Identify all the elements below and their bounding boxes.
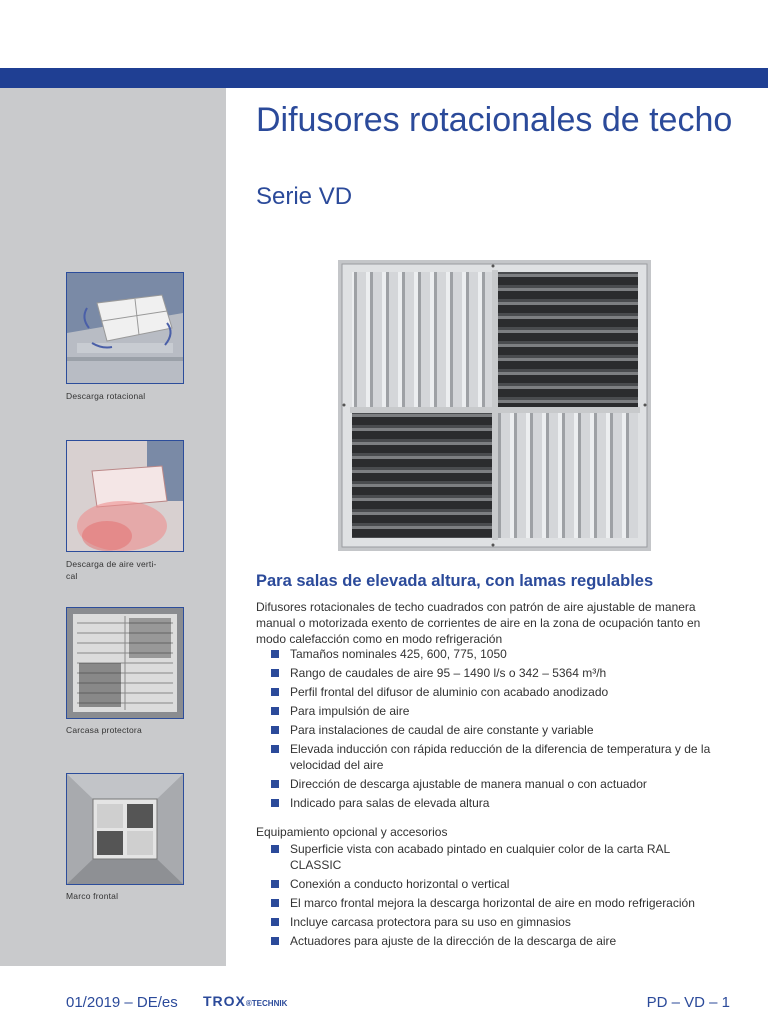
list-item: Indicado para salas de elevada altura bbox=[271, 795, 731, 811]
list-item: Para instalaciones de caudal de aire constante y variable bbox=[271, 722, 731, 738]
list-item: Tamaños nominales 425, 600, 775, 1050 bbox=[271, 646, 731, 662]
top-accent-bar bbox=[0, 68, 768, 88]
thumbnail-protective-casing bbox=[66, 607, 184, 719]
section-heading: Para salas de elevada altura, con lamas regulables bbox=[256, 572, 654, 590]
feature-list bbox=[271, 646, 731, 814]
optional-list bbox=[271, 841, 731, 952]
list-item: Incluye carcasa protectora para su uso en gimnasios bbox=[271, 914, 731, 930]
product-image bbox=[338, 260, 651, 551]
list-item: El marco frontal mejora la descarga horizontal de aire en modo refrigeración bbox=[271, 895, 731, 911]
intro-paragraph: Difusores rotacionales de techo cuadrados con patrón de aire ajustable de manera manual o motorizada exento de corrientes de aire en la zona de ocupación tanto en modo calefacción como en modo refrigeración bbox=[256, 600, 701, 646]
thumbnail-caption: Marco frontal bbox=[66, 891, 119, 901]
thumbnail-rotational-discharge bbox=[66, 272, 184, 384]
thumbnail-caption: Descarga rotacional bbox=[66, 391, 146, 401]
thumbnail-caption: Carcasa protectora bbox=[66, 725, 142, 735]
list-item: Superficie vista con acabado pintado en cualquier color de la carta RAL CLASSIC bbox=[271, 841, 700, 873]
list-item: Dirección de descarga ajustable de manera manual o con actuador bbox=[271, 776, 731, 792]
thumbnail-front-frame bbox=[66, 773, 184, 885]
page-number: PD – VD – 1 bbox=[646, 994, 730, 1011]
trox-logo bbox=[203, 993, 287, 1011]
logo-text: TROX bbox=[203, 993, 246, 1009]
logo-subtext: ®TECHNIK bbox=[245, 999, 288, 1008]
list-item: Conexión a conducto horizontal o vertical bbox=[271, 876, 731, 892]
optional-title: Equipamiento opcional y accesorios bbox=[256, 825, 448, 839]
page-subtitle: Serie VD bbox=[256, 183, 353, 210]
thumbnail-caption: Descarga de aire verti- cal bbox=[66, 559, 157, 581]
page-title: Difusores rotacionales de techo bbox=[256, 101, 733, 139]
thumbnail-vertical-discharge bbox=[66, 440, 184, 552]
footer-date: 01/2019 – DE/es bbox=[66, 994, 178, 1011]
list-item: Actuadores para ajuste de la dirección de la descarga de aire bbox=[271, 933, 731, 949]
list-item: Elevada inducción con rápida reducción de la diferencia de temperatura y de la velocidad del aire bbox=[271, 741, 731, 773]
list-item: Rango de caudales de aire 95 – 1490 l/s o 342 – 5364 m³/h bbox=[271, 665, 731, 681]
list-item: Perfil frontal del difusor de aluminio con acabado anodizado bbox=[271, 684, 731, 700]
list-item: Para impulsión de aire bbox=[271, 703, 731, 719]
